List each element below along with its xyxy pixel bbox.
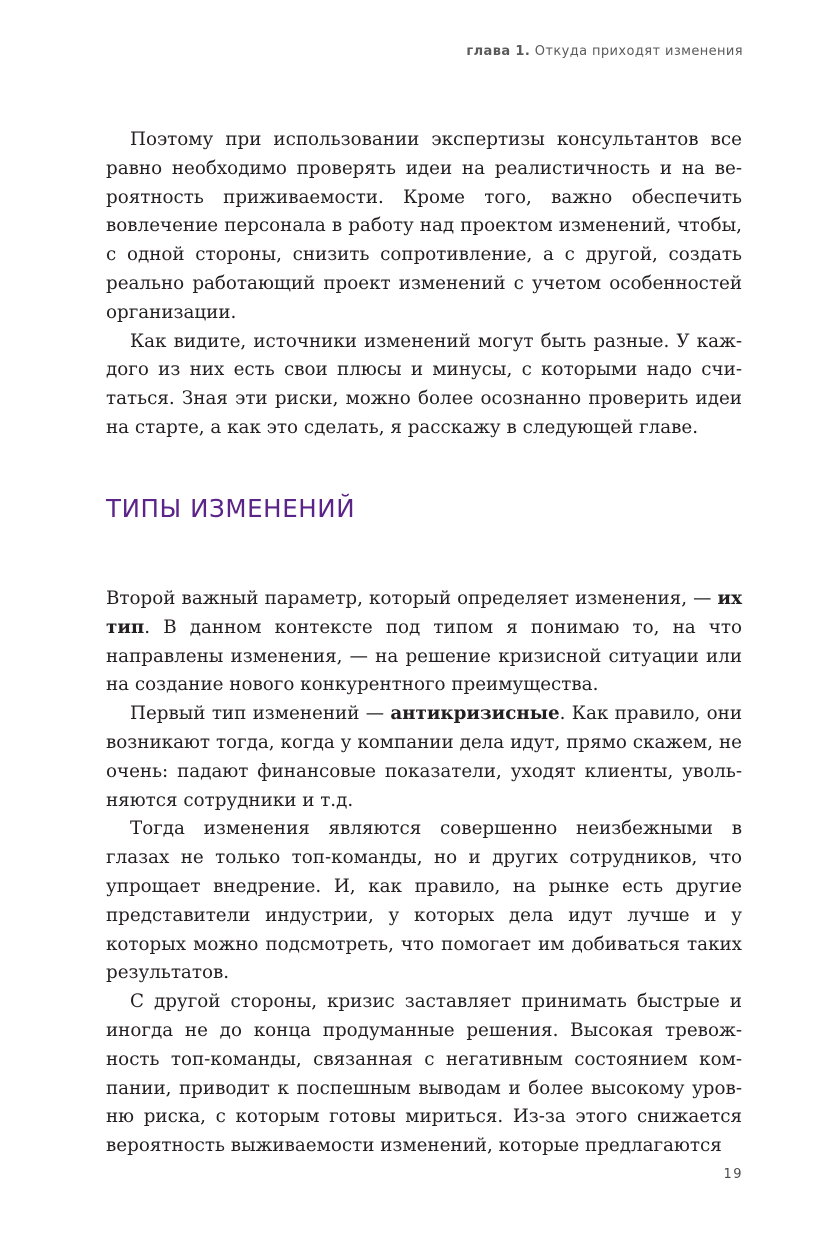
chapter-label: глава 1. (466, 44, 531, 59)
paragraph: Тогда изменения являются совершенно неизбежными в глазах не только топ-команды, но и других сотрудников, что упрощает внедрение. И, как правило, на рынке есть другие представители индустрии, у которых дела идут лучше и у которых можно подсмотреть, что помогает им добиваться таких результатов. (106, 818, 742, 984)
paragraph-text: Первый тип изменений — (130, 703, 391, 725)
page-number: 19 (723, 1167, 743, 1182)
paragraph: Поэтому при использовании экспертизы консультантов все равно необходимо проверять идеи на реалистичность и на вероятность приживаемости. Кроме того, важно обеспечить вовлечение персонала в работу над проектом изменений, чтобы, с одной стороны, снизить сопротивление, а с другой, создать реально работающий проект изменений с учетом особенностей организации. (106, 129, 742, 323)
chapter-title: Откуда приходят изменения (534, 44, 743, 59)
text-block-main (106, 585, 742, 1161)
text-block-top (106, 126, 742, 443)
paragraph-text: . В данном контексте под типом я понимаю то, на что направлены изменения, — на решение кризисной ситуации или на создание нового конкурентного преимущества. (106, 616, 742, 696)
running-header (466, 44, 743, 59)
paragraph (106, 700, 742, 815)
paragraph (106, 585, 742, 700)
paragraph: С другой стороны, кризис заставляет принимать быстрые и иногда не до конца продуманные решения. Высокая тревожность топ-команды, связанная с негативным состоянием компании, приводит к поспешным выводам и более высокому уровню риска, с которым готовы мириться. Из-за этого снижается вероятность выживаемости изменений, которые предлагаются (106, 991, 742, 1157)
paragraph-text: Второй важный параметр, который определяет изменения, — (106, 588, 718, 609)
emphasis-term: антикризисные (390, 703, 560, 725)
paragraph: Как видите, источники изменений могут быть разные. У каждого из них есть свои плюсы и минусы, с которыми надо считаться. Зная эти риски, можно более осознанно проверить идеи на старте, а как это сделать, я расскажу в следующей главе. (106, 330, 742, 438)
paragraph-text: . Как правило, они возникают тогда, когда у компании дела идут, прямо скажем, не очень: падают финансовые показатели, уходят клиенты, увольняются сотрудники и т.д. (106, 703, 742, 811)
section-heading: ТИПЫ ИЗМЕНЕНИЙ (106, 494, 356, 523)
emphasis-term: их тип (106, 588, 742, 638)
